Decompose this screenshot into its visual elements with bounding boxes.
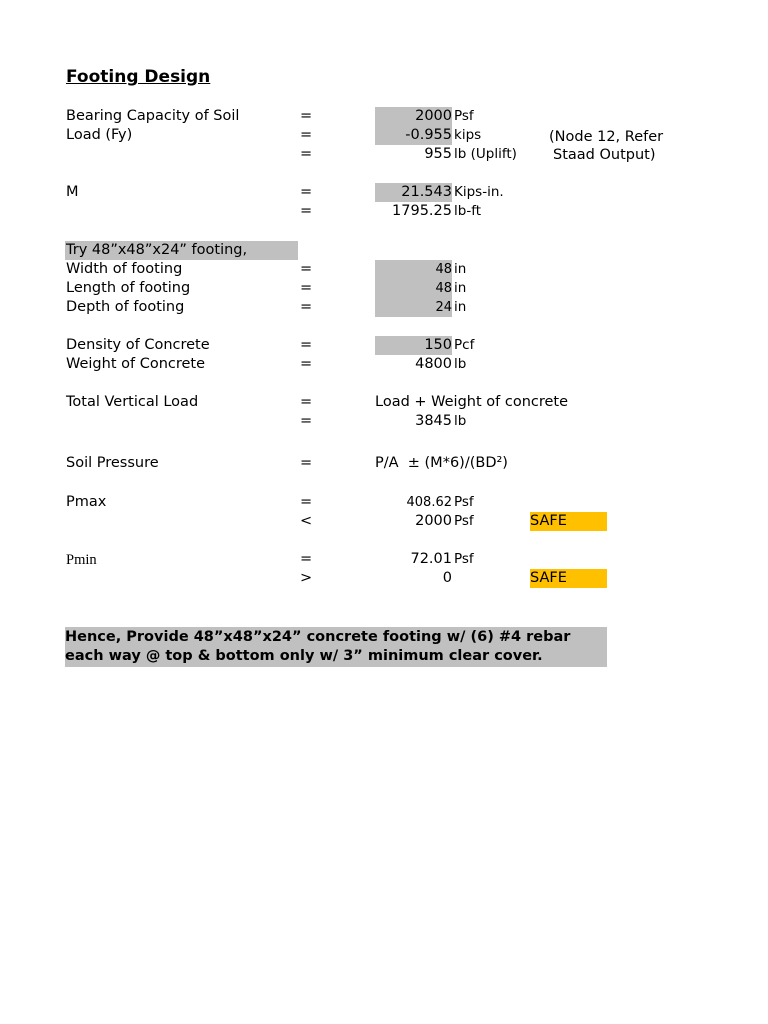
load-eq: = — [300, 127, 313, 143]
moment-label: M — [66, 184, 79, 200]
width-eq: = — [300, 261, 313, 277]
load-lb-eq: = — [300, 146, 313, 162]
pmin-unit: Psf — [454, 551, 474, 567]
pmin-check-op: > — [300, 570, 313, 586]
total-load-formula: Load + Weight of concrete — [375, 394, 569, 410]
load-lb-unit: lb (Uplift) — [454, 146, 517, 162]
weight-label: Weight of Concrete — [66, 356, 206, 372]
moment-lbft-unit: lb-ft — [454, 203, 481, 219]
conclusion-box — [65, 627, 607, 667]
pmax-check-op: < — [300, 513, 313, 529]
width-unit: in — [454, 261, 467, 277]
density-unit: Pcf — [454, 337, 475, 353]
conclusion-line2: each way @ top & bottom only w/ 3” minimum clear cover. — [65, 648, 543, 664]
length-eq: = — [300, 280, 313, 296]
bearing-unit: Psf — [454, 108, 474, 124]
page-title: Footing Design — [66, 67, 211, 87]
bearing-value: 2000 — [375, 107, 452, 126]
pmax-eq: = — [300, 494, 313, 510]
depth-unit: in — [454, 299, 467, 315]
width-value: 48 — [375, 260, 452, 279]
moment-eq: = — [300, 184, 313, 200]
weight-eq: = — [300, 356, 313, 372]
bearing-eq: = — [300, 108, 313, 124]
pmin-value: 72.01 — [410, 551, 452, 567]
pmax-label: Pmax — [66, 494, 107, 510]
pmax-check-value: 2000 — [415, 513, 452, 529]
total-load-label: Total Vertical Load — [66, 394, 199, 410]
pmax-unit: Psf — [454, 494, 474, 510]
conclusion-line1: Hence, Provide 48”x48”x24” concrete footing w/ (6) #4 rebar — [65, 629, 571, 645]
pmax-value: 408.62 — [406, 495, 452, 510]
load-unit: kips — [454, 127, 482, 143]
length-label: Length of footing — [66, 280, 191, 296]
density-value: 150 — [375, 336, 452, 355]
node-note-line2: Staad Output) — [553, 147, 656, 163]
pmax-safe-badge: SAFE — [530, 512, 607, 531]
moment-unit: Kips-in. — [454, 184, 504, 200]
pmin-check-value: 0 — [442, 570, 452, 586]
depth-label: Depth of footing — [66, 299, 185, 315]
pmin-eq: = — [300, 551, 313, 567]
bearing-label: Bearing Capacity of Soil — [66, 108, 240, 124]
density-eq: = — [300, 337, 313, 353]
length-unit: in — [454, 280, 467, 296]
load-lb-value: 955 — [424, 146, 452, 162]
total-load-unit: lb — [454, 413, 467, 429]
soil-pressure-formula: P/A ± (M*6)/(BD²) — [375, 455, 508, 471]
weight-value: 4800 — [415, 356, 452, 372]
weight-unit: lb — [454, 356, 467, 372]
pmin-safe-badge: SAFE — [530, 569, 607, 588]
pmax-check-unit: Psf — [454, 513, 474, 529]
total-load-value: 3845 — [415, 413, 452, 429]
density-label: Density of Concrete — [66, 337, 210, 353]
length-value: 48 — [375, 279, 452, 298]
pmin-label: Pmin — [66, 552, 97, 568]
try-footing-label: Try 48”x48”x24” footing, — [65, 241, 298, 260]
width-label: Width of footing — [66, 261, 183, 277]
depth-value: 24 — [375, 298, 452, 317]
load-value: -0.955 — [375, 126, 452, 145]
moment-value: 21.543 — [375, 183, 452, 202]
total-load-eq: = — [300, 394, 313, 410]
soil-pressure-label: Soil Pressure — [66, 455, 159, 471]
soil-pressure-eq: = — [300, 455, 313, 471]
moment-lbft-value: 1795.25 — [392, 203, 452, 219]
depth-eq: = — [300, 299, 313, 315]
load-label: Load (Fy) — [66, 127, 133, 143]
total-load-value-eq: = — [300, 413, 313, 429]
moment-lbft-eq: = — [300, 203, 313, 219]
node-note-line1: (Node 12, Refer — [549, 129, 664, 145]
